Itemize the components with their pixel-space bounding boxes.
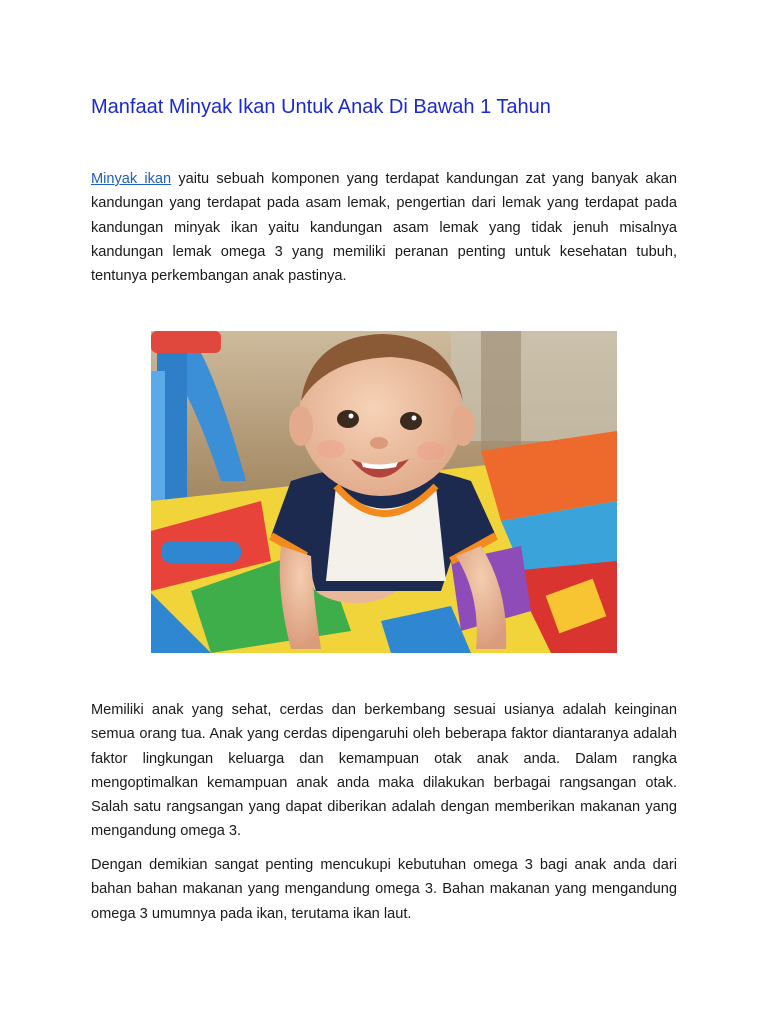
baby-crawling-photo — [151, 331, 617, 653]
intro-paragraph — [91, 167, 677, 288]
document-title: Manfaat Minyak Ikan Untuk Anak Di Bawah 1 Tahun — [91, 96, 551, 118]
minyak-ikan-link[interactable]: Minyak ikan — [91, 171, 172, 187]
paragraph-2: Memiliki anak yang sehat, cerdas dan berkembang sesuai usianya adalah keinginan semua orang tua. Anak yang cerdas dipengaruhi oleh beberapa faktor diantaranya adalah faktor lingkungan keluarga dan kemampuan otak anak anda. Dalam rangka mengoptimalkan kemampuan anak anda maka dilakukan berbagai rangsangan otak. Salah satu rangsangan yang dapat diberikan adalah dengan memberikan makanan yang mengandung omega 3. — [91, 702, 677, 840]
paragraph-3: Dengan demikian sangat penting mencukupi kebutuhan omega 3 bagi anak anda dari bahan bahan makanan yang mengandung omega 3. Bahan makanan yang mengandung omega 3 umumnya pada ikan, terutama ikan laut. — [91, 857, 677, 922]
intro-text: yaitu sebuah komponen yang terdapat kandungan zat yang banyak akan kandungan yang terdapat pada asam lemak, pengertian dari lemak yang terdapat pada kandungan minyak ikan yaitu kandungan asam lemak yang tidak jenuh misalnya kandungan lemak omega 3 yang memiliki peranan penting untuk kesehatan tubuh, tentunya perkembangan anak pastinya. — [91, 171, 677, 285]
baby-photo-illustration — [151, 331, 617, 653]
